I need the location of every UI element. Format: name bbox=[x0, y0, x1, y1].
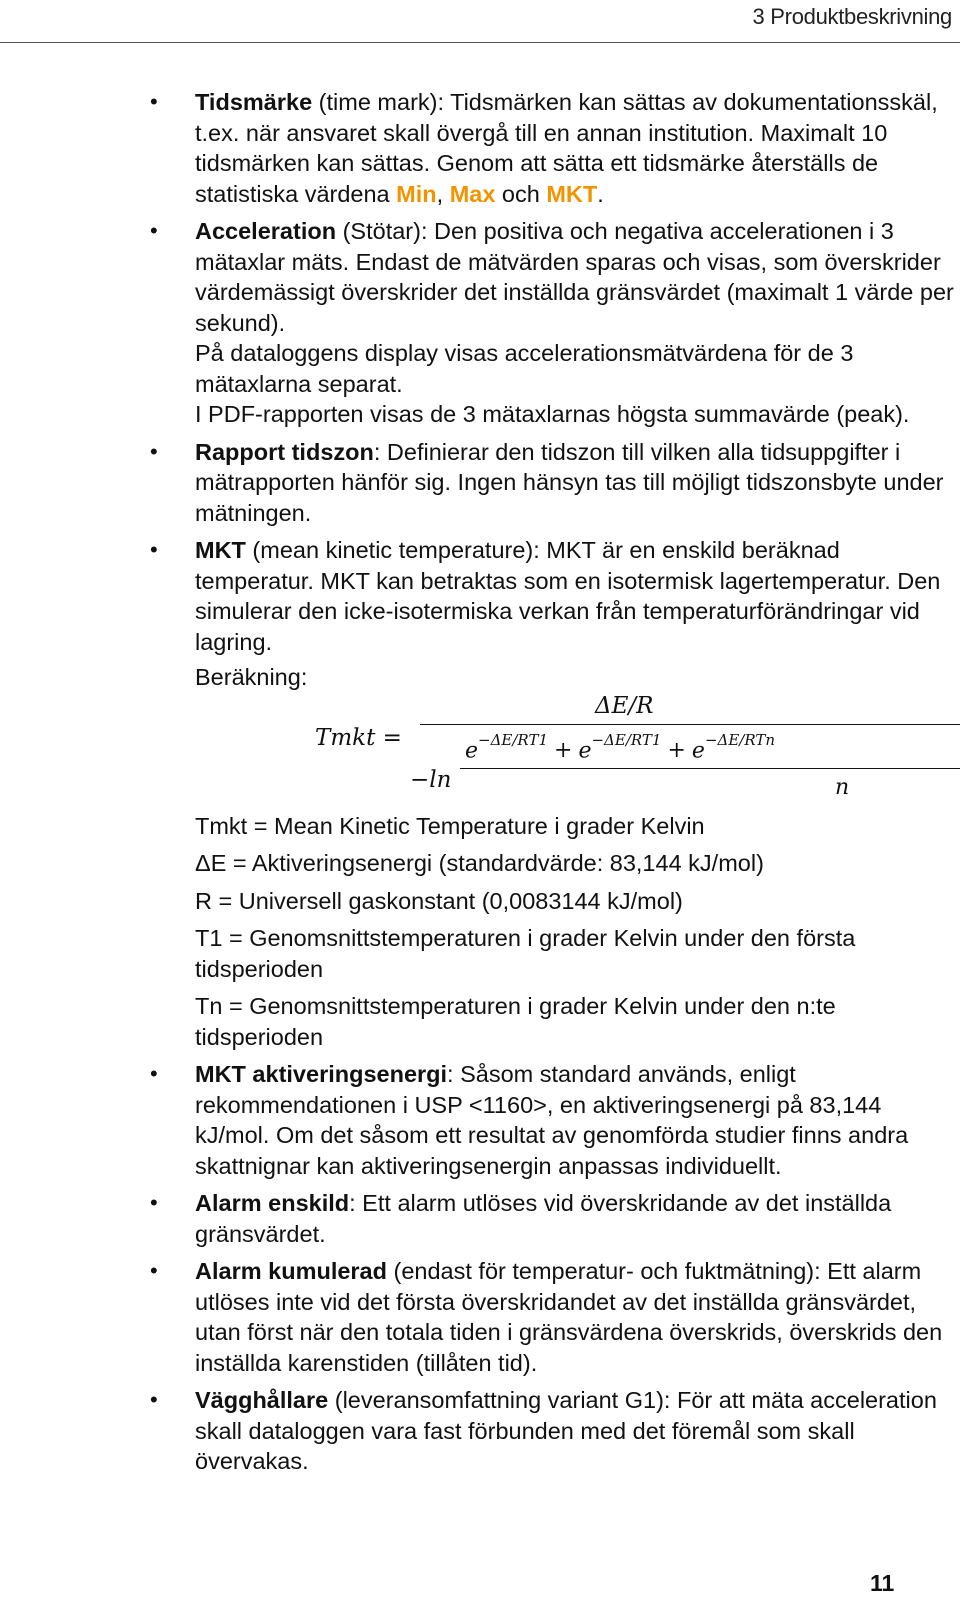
item-text: (mean kinetic temperature): MKT är en enskild beräknad temperatur. MKT kan betraktas som en isotermisk lagertemperatur. Den simulerar den icke-isotermiska verkan från temperaturförändringar vid lagring. bbox=[195, 537, 941, 655]
definition-t1: T1 = Genomsnittstemperaturen i grader Kelvin under den första tidsperioden bbox=[195, 925, 856, 982]
item-label: Alarm enskild bbox=[195, 1190, 350, 1216]
formula-numerator: ΔE/R bbox=[595, 692, 654, 719]
formula-plus: + bbox=[554, 737, 573, 763]
item-label: Rapport tidszon bbox=[195, 438, 374, 465]
item-paragraph bbox=[195, 1188, 955, 1249]
list-item-mkt-aktiveringsenergi bbox=[150, 1059, 955, 1181]
formula-e: e bbox=[465, 737, 479, 763]
page-header bbox=[0, 0, 960, 43]
main-content bbox=[150, 87, 955, 1484]
bullet-icon: • bbox=[150, 1061, 158, 1086]
item-label: MKT bbox=[195, 537, 246, 563]
item-paragraph-3: I PDF-rapporten visas de 3 mätaxlarnas högsta summavärde (peak). bbox=[195, 401, 910, 427]
item-text: (endast för temperatur- och fuktmätning): Ett alarm utlöses inte vid det första överskridandet av det inställda gränsvärdet, utan först när den totala tiden i gränsvärdena överskrids, överskrids den inställda karenstiden (tillåten tid). bbox=[195, 1258, 943, 1376]
definition-tn: Tn = Genomsnittstemperaturen i grader Kelvin under den n:te tidsperioden bbox=[195, 993, 836, 1050]
item-label: MKT aktiveringsenergi bbox=[195, 1061, 448, 1087]
definition-tmkt: Tmkt = Mean Kinetic Temperature i grader Kelvin bbox=[195, 812, 705, 839]
list-item-alarm-kumulerad bbox=[150, 1256, 955, 1378]
item-label: Alarm kumulerad bbox=[195, 1258, 387, 1284]
highlight-mkt: MKT bbox=[546, 180, 598, 207]
item-text: : Såsom standard används, enligt rekommendationen i USP <1160>, en aktiveringsenergi på 83,144 kJ/mol. Om det såsom ett resultat av genomförda studier finns andra skattnignar kan aktiveringsenergin anpassas individuellt. bbox=[195, 1061, 909, 1179]
item-separator: och bbox=[495, 180, 547, 207]
formula-minus-ln: −ln bbox=[410, 766, 452, 793]
formula-denominator-n: n bbox=[835, 774, 850, 800]
formula-e: e bbox=[691, 737, 705, 763]
item-paragraph bbox=[195, 1385, 955, 1477]
list-item-acceleration bbox=[150, 216, 955, 430]
page-number: 11 bbox=[870, 1570, 895, 1596]
item-paragraph bbox=[195, 87, 955, 209]
item-label: Vägghållare bbox=[195, 1387, 329, 1413]
item-text: (leveransomfattning variant G1): För att mäta acceleration skall dataloggen vara fast förbunden med det föremål som skall övervakas. bbox=[195, 1387, 937, 1474]
list-item-mkt bbox=[150, 535, 955, 1052]
formula-exponential-sum bbox=[465, 729, 775, 767]
bullet-icon: • bbox=[150, 1258, 158, 1283]
item-paragraph bbox=[195, 1256, 955, 1378]
list-item-tidsmarke bbox=[150, 87, 955, 209]
highlight-max: Max bbox=[449, 180, 496, 207]
formula-exponent: −ΔE/RTn bbox=[704, 730, 776, 749]
list-item-alarm-enskild bbox=[150, 1188, 955, 1249]
bullet-icon: • bbox=[150, 1387, 158, 1412]
item-paragraph bbox=[195, 216, 955, 338]
bullet-icon: • bbox=[150, 89, 158, 114]
formula-exponent: −ΔE/RT1 bbox=[591, 730, 662, 749]
formula-lhs: Tmkt = bbox=[315, 724, 402, 751]
bullet-icon: • bbox=[150, 1190, 158, 1215]
item-label: Tidsmärke bbox=[195, 89, 313, 115]
formula-exponent: −ΔE/RT1 bbox=[478, 730, 549, 749]
item-paragraph bbox=[195, 437, 955, 529]
item-separator: , bbox=[436, 180, 450, 207]
item-text: : Ett alarm utlöses vid överskridande av det inställda gränsvärdet. bbox=[195, 1190, 892, 1247]
bullet-icon: • bbox=[150, 537, 158, 562]
formula-plus: + bbox=[667, 737, 686, 763]
bullet-icon: • bbox=[150, 218, 158, 243]
formula-main-fraction-bar bbox=[420, 724, 960, 726]
item-end: . bbox=[597, 180, 604, 207]
formula-inner-fraction-bar bbox=[460, 768, 960, 769]
item-paragraph-2: På dataloggens display visas accelerationsmätvärdena för de 3 mätaxlarna separat. bbox=[195, 340, 854, 397]
formula-e: e bbox=[578, 737, 592, 763]
item-text: (time mark): Tidsmärken kan sättas av dokumentationsskäl, t.ex. när ansvaret skall övergå till en annan institution. Maximalt 10 tidsmärken kan sättas. Genom att sätta ett tidsmärke återställs de statistiska värdena bbox=[195, 89, 938, 207]
item-text: (Stötar): Den positiva och negativa accelerationen i 3 mätaxlar mäts. Endast de mätvärden sparas och visas, som överskrider värdemässigt överskrider det inställda gränsvärdet (maximalt 1 värde per sekund). bbox=[195, 218, 954, 336]
calculation-label: Beräkning: bbox=[195, 664, 308, 690]
item-paragraph bbox=[195, 535, 955, 657]
highlight-min: Min bbox=[396, 180, 437, 207]
definition-r: R = Universell gaskonstant (0,0083144 kJ/mol) bbox=[195, 887, 683, 914]
list-item-vagghallare bbox=[150, 1385, 955, 1477]
item-text: : Definierar den tidszon till vilken alla tidsuppgifter i mätrapporten hänför sig. Ingen hänsyn tas till möjligt tidszonsbyte under mätningen. bbox=[195, 438, 944, 526]
list-item-rapport-tidszon bbox=[150, 437, 955, 529]
item-label: Acceleration bbox=[195, 218, 337, 244]
bullet-icon: • bbox=[150, 438, 158, 464]
mkt-formula bbox=[195, 693, 955, 805]
item-paragraph bbox=[195, 1059, 955, 1181]
chapter-title: 3 Produktbeskrivning bbox=[752, 4, 952, 29]
definition-delta-e: ΔE = Aktiveringsenergi (standardvärde: 83,144 kJ/mol) bbox=[195, 850, 764, 876]
